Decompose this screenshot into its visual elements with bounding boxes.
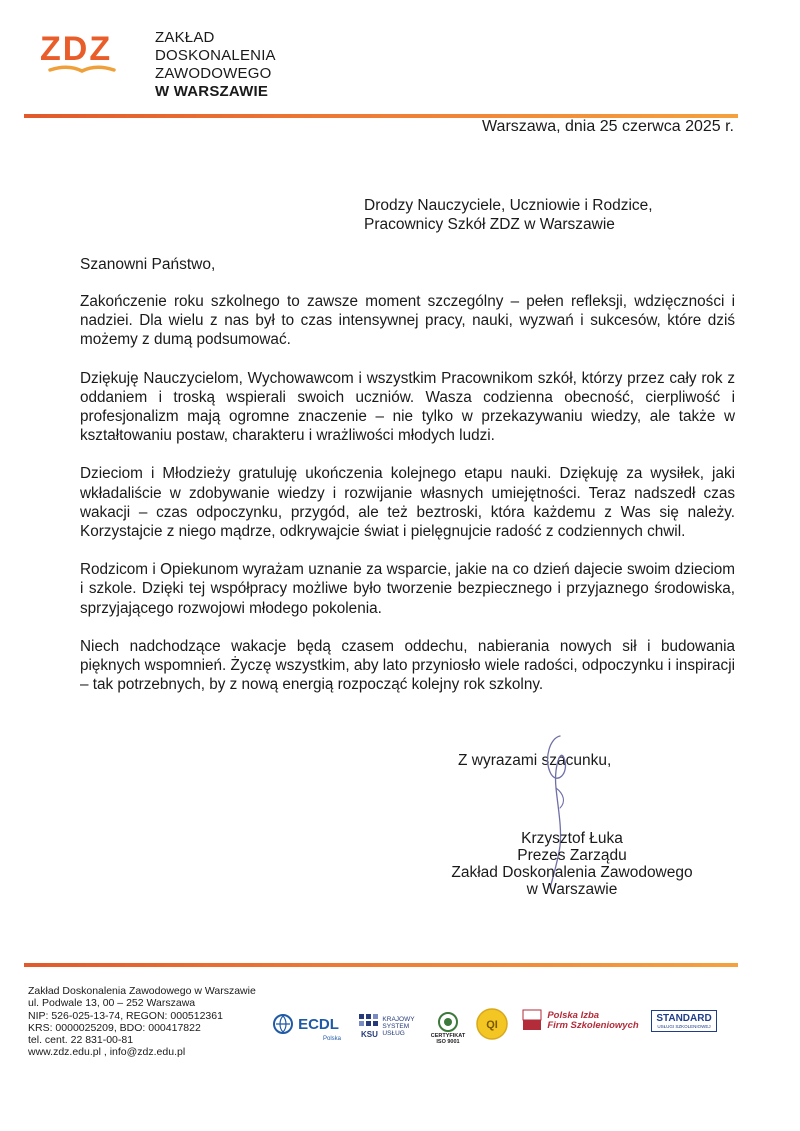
addressee-line-1: Drodzy Nauczyciele, Uczniowie i Rodzice, bbox=[364, 197, 653, 214]
ecdl-logo bbox=[268, 1006, 343, 1042]
addressee-block bbox=[364, 196, 653, 234]
paragraph: Dziękuję Nauczycielom, Wychowawcom i wszystkim Pracownikom szkół, którzy przez cały rok z oddaniem i troską wspierali swoich uczniów. Wasza codzienna obecność, cierpliwość i profesjonalizm mają ogromne znaczenie – nie tylko w przekazywaniu wiedzy, ale także w kształtowaniu postaw, charakteru i wrażliwości młodych ludzi. bbox=[80, 369, 735, 445]
org-line-4: W WARSZAWIE bbox=[155, 83, 269, 100]
ksu-abbr: KSU bbox=[360, 1029, 378, 1039]
ecdl-sub: Polska bbox=[322, 1036, 341, 1042]
footer-web-email[interactable]: www.zdz.edu.pl , info@zdz.edu.pl bbox=[28, 1046, 186, 1059]
paragraph: Dzieciom i Młodzieży gratuluję ukończenia kolejnego etapu nauki. Dziękuję za wysiłek, jaki wkładaliście w zdobywanie wiedzy i rozwijanie własnych umiejętności. Teraz nadszedł czas wakacji – czas odpoczynku, przygód, ale też beztroski, która każdemu z Was się należy. Korzystajcie z niego mądrze, odkrywajcie świat i pielęgnujcie radość z codziennych chwil. bbox=[80, 465, 735, 541]
pifs-logo bbox=[520, 1006, 640, 1036]
pifs-line: Polska Izba bbox=[547, 1009, 600, 1021]
footer-line: NIP: 526-025-13-74, REGON: 000512361 bbox=[28, 1009, 223, 1022]
footer-line: tel. cent. 22 831-00-81 bbox=[28, 1034, 134, 1047]
iso-logo bbox=[430, 1006, 466, 1050]
zdz-logo bbox=[38, 28, 128, 83]
footer-divider bbox=[24, 963, 738, 967]
standard-logo bbox=[650, 1006, 718, 1036]
footer-line: KRS: 0000025209, BDO: 000417822 bbox=[28, 1021, 201, 1034]
qi-logo bbox=[474, 1006, 510, 1042]
pifs-text bbox=[547, 1011, 638, 1032]
addressee-line-2: Pracownicy Szkół ZDZ w Warszawie bbox=[364, 216, 615, 233]
paragraph: Niech nadchodzące wakacje będą czasem oddechu, nabierania nowych sił i budowania pięknych wspomnień. Życzę wszystkim, aby lato przyniosło wiele radości, odpoczynku i inspiracji – tak potrzebnych, by z nową energią rozpocząć kolejny rok szkolny. bbox=[80, 637, 735, 694]
paragraph: Zakończenie roku szkolnego to zawsze moment szczególny – pełen refleksji, wdzięczności i nadziei. Dla wielu z nas był to czas intensywnej pracy, nauki, wyzwań i sukcesów, które dziś możemy z dumą podsumować. bbox=[80, 293, 735, 349]
iso-label: CERTYFIKAT bbox=[430, 1033, 466, 1039]
org-line-2: DOSKONALENIA bbox=[155, 47, 276, 64]
ksu-grid-icon bbox=[359, 1014, 379, 1030]
qi-name: QI bbox=[486, 1019, 498, 1031]
ecdl-globe-icon bbox=[272, 1013, 294, 1035]
standard-sub: USŁUGI SZKOLENIOWEJ bbox=[657, 1024, 711, 1029]
signer-title: Prezes Zarządu bbox=[517, 847, 627, 864]
footer-contact bbox=[28, 985, 256, 1059]
pifs-line: Firm Szkoleniowych bbox=[547, 1020, 639, 1031]
iso-standard: ISO 9001 bbox=[436, 1039, 460, 1045]
ksu-line: SYSTEM bbox=[382, 1022, 410, 1030]
iso-seal-icon bbox=[437, 1011, 459, 1033]
paragraph: Rodzicom i Opiekunom wyrażam uznanie za wsparcie, jakie na co dzień dajecie swoim dzieciom i szkole. Dzięki tej współpracy możliwe było tworzenie bezpiecznego i przyjaznego środowiska, sprzyjającego rozwojowi młodego pokolenia. bbox=[80, 561, 735, 617]
pifs-flag-icon bbox=[521, 1008, 543, 1034]
zdz-logo-graphic bbox=[38, 28, 128, 83]
signer-name: Krzysztof Łuka bbox=[521, 830, 623, 847]
org-name-header bbox=[155, 29, 276, 101]
footer-line: ul. Podwale 13, 00 – 252 Warszawa bbox=[28, 997, 196, 1010]
ksu-line: USŁUG bbox=[382, 1029, 405, 1037]
date-line: Warszawa, dnia 25 czerwca 2025 r. bbox=[482, 118, 734, 135]
ksu-text bbox=[382, 1016, 414, 1037]
signer-city: w Warszawie bbox=[526, 881, 618, 898]
letter-body bbox=[80, 292, 735, 713]
signer-block bbox=[446, 830, 698, 898]
salutation: Szanowni Państwo, bbox=[80, 256, 216, 273]
ecdl-name: ECDL bbox=[298, 1015, 339, 1033]
closing-phrase: Z wyrazami szacunku, bbox=[458, 752, 612, 769]
qi-badge-icon bbox=[475, 1007, 509, 1041]
standard-title: STANDARD bbox=[656, 1013, 712, 1024]
footer-line: Zakład Doskonalenia Zawodowego w Warszawie bbox=[28, 985, 256, 997]
org-line-1: ZAKŁAD bbox=[155, 29, 215, 46]
ksu-line: KRAJOWY bbox=[382, 1015, 415, 1023]
ksu-logo bbox=[354, 1006, 420, 1046]
signer-org: Zakład Doskonalenia Zawodowego bbox=[451, 864, 693, 881]
org-line-3: ZAWODOWEGO bbox=[155, 65, 272, 82]
zdz-logo-text: ZDZ bbox=[40, 30, 113, 68]
